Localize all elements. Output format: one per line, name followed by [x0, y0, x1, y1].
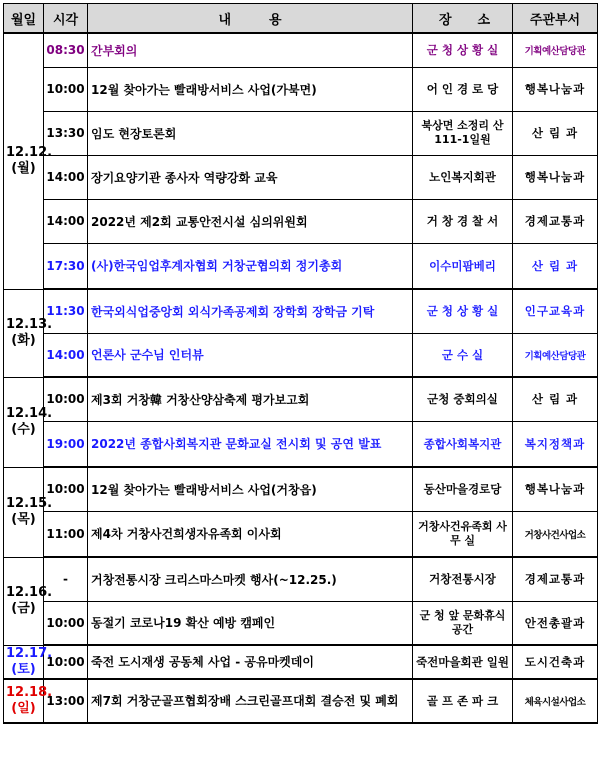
- time-cell: -: [44, 557, 88, 601]
- date-text: 12.15.: [6, 496, 53, 511]
- org-cell: 복지정책과: [513, 421, 598, 467]
- content-cell: 장기요양기관 종사자 역량강화 교육: [88, 155, 413, 199]
- date-text: 12.12.: [6, 145, 53, 161]
- content-cell: 동절기 코로나19 확산 예방 캠페인: [88, 601, 413, 645]
- content-cell: 12월 찾아가는 빨래방서비스 사업(거창읍): [88, 467, 413, 511]
- org-cell: 행복나눔과: [513, 467, 598, 511]
- schedule-row: [4, 243, 598, 289]
- time-cell: 14:00: [44, 155, 88, 199]
- org-cell: 산 림 과: [513, 243, 598, 289]
- time-cell: 08:30: [44, 33, 88, 67]
- content-cell: 한국외식업중앙회 외식가족공제회 장학회 장학금 기탁: [88, 289, 413, 333]
- header-row: [4, 4, 598, 34]
- schedule-row: [4, 199, 598, 243]
- place-cell: 노인복지회관: [413, 155, 513, 199]
- schedule-row: [4, 679, 598, 723]
- date-text: 12.17.: [6, 645, 53, 661]
- place-cell: 종합사회복지관: [413, 421, 513, 467]
- content-cell: 언론사 군수님 인터뷰: [88, 333, 413, 377]
- time-cell: 10:00: [44, 377, 88, 421]
- time-cell: 14:00: [44, 199, 88, 243]
- schedule-row: [4, 155, 598, 199]
- date-cell: [4, 377, 53, 467]
- header-place: 장소: [413, 4, 513, 34]
- schedule-row: [4, 111, 598, 155]
- time-cell: 11:00: [44, 511, 88, 557]
- time-cell: 11:30: [44, 289, 88, 333]
- schedule-table: [3, 3, 598, 724]
- time-cell: 19:00: [44, 421, 88, 467]
- date-cell: [4, 289, 53, 377]
- content-cell: 2022년 종합사회복지관 문화교실 전시회 및 공연 발표: [88, 421, 413, 467]
- place-cell: 동산마을경로당: [413, 467, 513, 511]
- schedule-row: [4, 33, 598, 67]
- schedule-row: [4, 421, 598, 467]
- schedule-row: [4, 67, 598, 111]
- org-cell: 안전총괄과: [513, 601, 598, 645]
- time-cell: 10:00: [44, 645, 88, 679]
- place-cell: 군청 중회의실: [413, 377, 513, 421]
- weekday-text: (월): [11, 161, 36, 177]
- date-cell: [4, 33, 53, 289]
- org-cell: 도시건축과: [513, 645, 598, 679]
- schedule-row: [4, 467, 598, 511]
- schedule-row: [4, 601, 598, 645]
- org-cell: 기획예산담당관: [513, 333, 598, 377]
- content-cell: 거창전통시장 크리스마스마켓 행사(~12.25.): [88, 557, 413, 601]
- place-cell: 북상면 소정리 산111-1일원: [413, 111, 513, 155]
- header-org: 주관부서: [513, 4, 598, 34]
- date-text: 12.18.: [6, 684, 53, 700]
- content-cell: (사)한국임업후계자협회 거창군협의회 정기총회: [88, 243, 413, 289]
- place-cell: 군 청 앞 문화휴식공간: [413, 601, 513, 645]
- org-cell: 행복나눔과: [513, 67, 598, 111]
- content-cell: 제3회 거창韓 거창산양삼축제 평가보고회: [88, 377, 413, 421]
- weekday-text: (수): [11, 422, 36, 437]
- date-text: 12.14.: [6, 406, 53, 421]
- content-cell: 제4차 거창사건희생자유족회 이사회: [88, 511, 413, 557]
- content-cell: 임도 현장토론회: [88, 111, 413, 155]
- place-cell: 군 수 실: [413, 333, 513, 377]
- date-text: 12.16.: [6, 585, 53, 600]
- header-date: 월일: [4, 4, 44, 34]
- date-cell: [4, 645, 53, 679]
- org-cell: 거창사건사업소: [513, 511, 598, 557]
- time-cell: 10:00: [44, 467, 88, 511]
- schedule-row: [4, 333, 598, 377]
- schedule-row: [4, 645, 598, 679]
- weekday-text: (토): [11, 661, 36, 677]
- schedule-body: [4, 33, 598, 723]
- header-time: 시각: [44, 4, 88, 34]
- date-cell: [4, 679, 53, 723]
- place-cell: 군 청 상 황 실: [413, 33, 513, 67]
- time-cell: 10:00: [44, 67, 88, 111]
- content-cell: 2022년 제2회 교통안전시설 심의위원회: [88, 199, 413, 243]
- content-cell: 간부회의: [88, 33, 413, 67]
- date-cell: [4, 557, 53, 645]
- place-cell: 거 창 경 찰 서: [413, 199, 513, 243]
- time-cell: 13:00: [44, 679, 88, 723]
- schedule-row: [4, 557, 598, 601]
- content-cell: 12월 찾아가는 빨래방서비스 사업(가북면): [88, 67, 413, 111]
- place-cell: 거창사건유족회 사 무 실: [413, 511, 513, 557]
- weekday-text: (목): [11, 512, 36, 527]
- place-cell: 이수미팜베리: [413, 243, 513, 289]
- content-cell: 제7회 거창군골프협회장배 스크린골프대회 결승전 및 폐회: [88, 679, 413, 723]
- header-content: 내용: [88, 4, 413, 34]
- place-cell: 거창전통시장: [413, 557, 513, 601]
- org-cell: 기획예산담당관: [513, 33, 598, 67]
- org-cell: 산 림 과: [513, 377, 598, 421]
- place-cell: 군 청 상 황 실: [413, 289, 513, 333]
- weekday-text: (화): [11, 333, 36, 348]
- schedule-row: [4, 377, 598, 421]
- date-text: 12.13.: [6, 317, 53, 332]
- place-cell: 골 프 존 파 크: [413, 679, 513, 723]
- weekday-text: (금): [11, 601, 36, 616]
- org-cell: 인구교육과: [513, 289, 598, 333]
- schedule-row: [4, 289, 598, 333]
- place-cell: 어 인 경 로 당: [413, 67, 513, 111]
- place-cell: 죽전마을회관 일원: [413, 645, 513, 679]
- org-cell: 행복나눔과: [513, 155, 598, 199]
- org-cell: 경제교통과: [513, 557, 598, 601]
- time-cell: 10:00: [44, 601, 88, 645]
- org-cell: 경제교통과: [513, 199, 598, 243]
- time-cell: 17:30: [44, 243, 88, 289]
- content-cell: 죽전 도시재생 공동체 사업 - 공유마켓데이: [88, 645, 413, 679]
- org-cell: 산 림 과: [513, 111, 598, 155]
- weekday-text: (일): [11, 700, 36, 716]
- schedule-row: [4, 511, 598, 557]
- time-cell: 13:30: [44, 111, 88, 155]
- date-cell: [4, 467, 53, 557]
- org-cell: 체육시설사업소: [513, 679, 598, 723]
- time-cell: 14:00: [44, 333, 88, 377]
